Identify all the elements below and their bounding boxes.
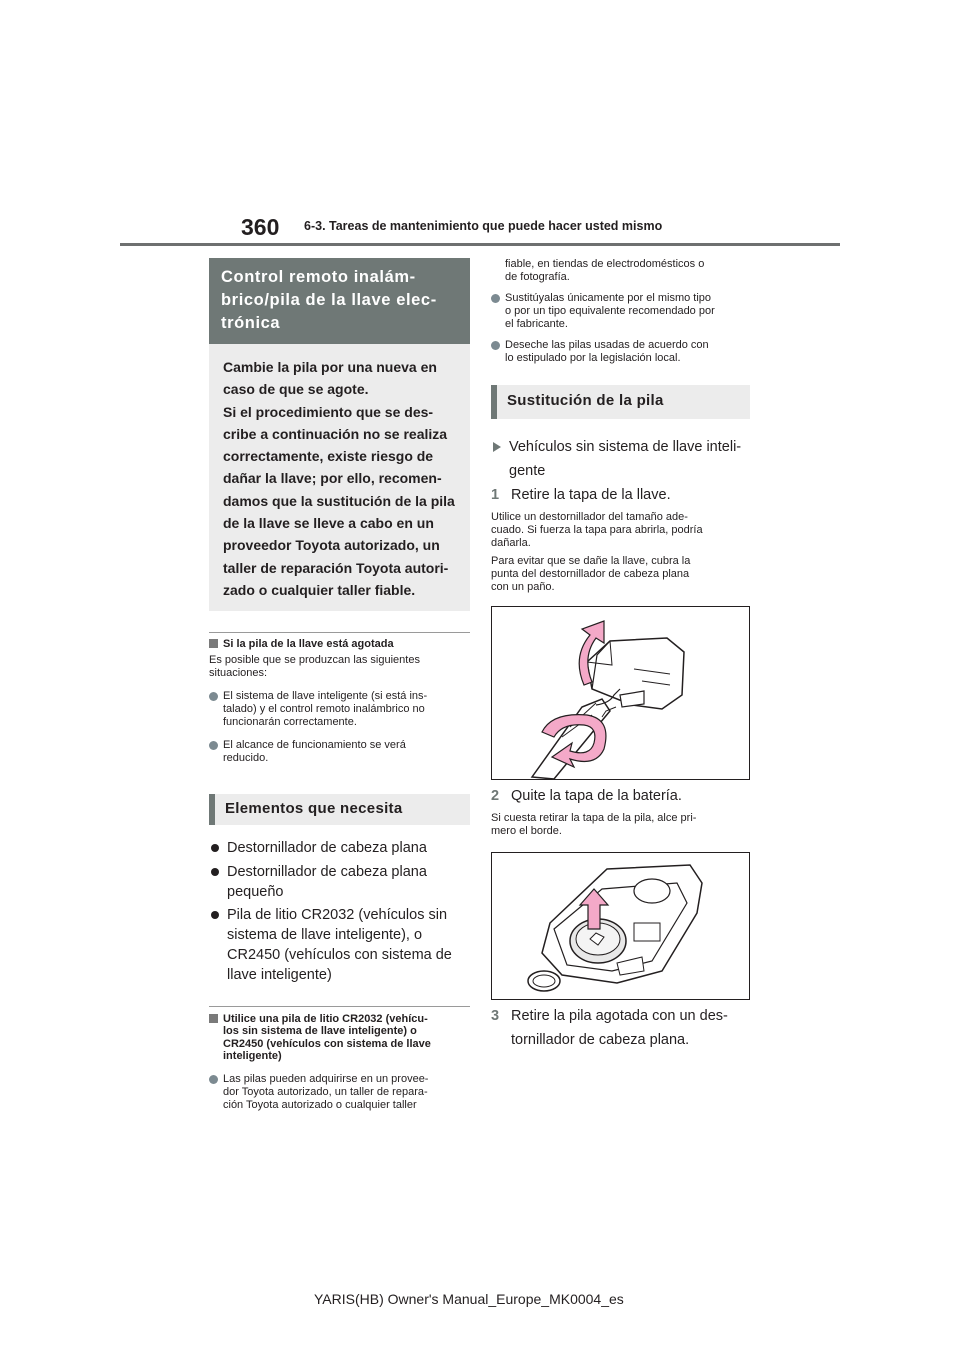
replace-heading: Sustitución de la pila: [491, 385, 750, 419]
intro-line: cribe a continuación no se realiza: [223, 425, 448, 442]
intro-line: caso de que se agote.: [223, 381, 369, 398]
bullet-line: el fabricante.: [505, 318, 568, 330]
step-number: 1: [491, 487, 500, 503]
step-1: [491, 485, 750, 506]
bullet-line: El sistema de llave inteligente (si está ins-: [223, 689, 428, 702]
note-heading-line: CR2450 (vehículos con sistema de llave: [223, 1037, 431, 1050]
bullet-line: Las pilas pueden adquirirse en un provee-: [223, 1072, 429, 1085]
note-text: [209, 654, 470, 680]
step-paragraph: [491, 555, 750, 594]
intro-line: taller de reparación Toyota autori-: [223, 559, 449, 576]
note-bullet: [491, 339, 750, 365]
step-paragraph: [491, 812, 750, 838]
vehicle-type: [491, 437, 750, 482]
item-line: Pila de litio CR2032 (vehículos sin: [227, 906, 448, 923]
note-text-line: situaciones:: [209, 666, 268, 679]
chapter-title-line: brico/pila de la llave elec-: [221, 291, 437, 309]
note-heading-text: Si la pila de la llave está agotada: [223, 638, 394, 651]
item-line: Destornillador de cabeza plana: [227, 863, 427, 880]
intro-line: Si el procedimiento que se des-: [223, 403, 434, 420]
key-cover-screwdriver-illustration: [492, 607, 749, 779]
note-heading: [209, 1013, 470, 1063]
continued-line: de fotografía.: [505, 271, 570, 283]
continued-line: fiable, en tiendas de electrodomésticos o: [505, 258, 705, 270]
bullet-dot-icon: [491, 294, 500, 303]
step-text-line: Utilice un destornillador del tamaño ade-: [491, 511, 688, 523]
step-title: tornillador de cabeza plana.: [511, 1032, 690, 1048]
intro-line: zado o cualquier taller fiable.: [223, 581, 416, 598]
step-number: 3: [491, 1008, 500, 1024]
step-title: Retire la tapa de la llave.: [511, 487, 671, 503]
step-text-line: cuado. Si fuerza la tapa para abrirla, podría: [491, 524, 703, 536]
bullet-line: o por un tipo equivalente recomendado por: [505, 305, 715, 317]
step-text-line: con un paño.: [491, 581, 555, 593]
note-bullet: [209, 739, 470, 765]
battery-cover-illustration: [492, 853, 749, 999]
bullet-line: El alcance de funcionamiento se verá: [223, 738, 406, 751]
chapter-title-box: [209, 258, 470, 344]
step-title: Quite la tapa de la batería.: [511, 788, 682, 804]
step-text-line: mero el borde.: [491, 825, 562, 837]
note-heading-line: inteligente): [223, 1050, 282, 1063]
figure-battery-cover: [491, 852, 750, 1000]
bullet-dot-icon: [211, 844, 219, 852]
bullet-line: talado) y el control remoto inalámbrico no: [223, 702, 425, 715]
step-3: [491, 1006, 750, 1051]
right-column: [491, 258, 750, 1051]
bullet-line: dor Toyota autorizado, un taller de repara-: [223, 1085, 428, 1098]
note-divider: [209, 632, 470, 633]
bullet-dot-icon: [211, 868, 219, 876]
item-line: llave inteligente): [227, 966, 332, 983]
note-heading-line: los sin sistema de llave inteligente) o: [223, 1025, 417, 1038]
step-text-line: Para evitar que se dañe la llave, cubra la: [491, 555, 691, 567]
page-number: 360: [241, 214, 280, 240]
note-bullet: [491, 292, 750, 331]
note-heading-line: Utilice una pila de litio CR2032 (vehícu-: [223, 1012, 428, 1025]
intro-line: dañar la llave; por ello, recomen-: [223, 470, 442, 487]
vehicle-type-line: Vehículos sin sistema de llave inteli-: [509, 439, 742, 455]
chapter-title-line: trónica: [221, 314, 281, 332]
header-divider: [120, 243, 840, 246]
intro-line: Cambie la pila por una nueva en: [223, 359, 437, 375]
triangle-bullet-icon: [493, 442, 501, 452]
bullet-dot-icon: [209, 692, 218, 701]
note-bullet: [209, 1073, 470, 1112]
bullet-line: lo estipulado por la legislación local.: [505, 352, 681, 364]
vehicle-type-line: gente: [509, 463, 546, 479]
step-text-line: dañarla.: [491, 537, 531, 549]
items-heading: Elementos que necesita: [209, 794, 470, 825]
item-line: pequeño: [227, 883, 284, 900]
step-title: Retire la pila agotada con un des-: [511, 1008, 728, 1024]
item-bullet: [209, 838, 470, 858]
item-line: CR2450 (vehículos con sistema de: [227, 946, 452, 963]
figure-remove-key-cover: [491, 606, 750, 780]
item-bullet: [209, 905, 470, 985]
item-bullet: [209, 862, 470, 902]
note-text-line: Es posible que se produzcan las siguientes: [209, 653, 420, 666]
note-divider: [209, 1006, 470, 1007]
step-number: 2: [491, 788, 500, 804]
bullet-line: ción Toyota autorizado o cualquier taller: [223, 1098, 417, 1111]
bullet-line: reducido.: [223, 751, 269, 764]
square-bullet-icon: [209, 1014, 218, 1023]
item-line: Destornillador de cabeza plana: [227, 839, 427, 856]
chapter-title-line: Control remoto inalám-: [221, 268, 416, 286]
intro-line: correctamente, existe riesgo de: [223, 448, 434, 465]
note-bullet: [209, 690, 470, 729]
step-paragraph: [491, 511, 750, 550]
item-line: sistema de llave inteligente), o: [227, 926, 423, 943]
bullet-line: Sustitúyalas únicamente por el mismo tipo: [505, 292, 712, 304]
step-text-line: Si cuesta retirar la tapa de la pila, alce pri-: [491, 812, 697, 824]
intro-line: de la llave se lleve a cabo en un: [223, 515, 434, 532]
bullet-dot-icon: [491, 341, 500, 350]
left-column: [209, 258, 470, 1112]
footer-text: YARIS(HB) Owner's Manual_Europe_MK0004_es: [314, 1291, 624, 1307]
step-text-line: punta del destornillador de cabeza plana: [491, 568, 690, 580]
intro-box: [209, 344, 470, 611]
intro-line: damos que la sustitución de la pila: [223, 492, 455, 509]
bullet-line: Deseche las pilas usadas de acuerdo con: [505, 339, 709, 351]
bullet-dot-icon: [211, 911, 219, 919]
bullet-dot-icon: [209, 1075, 218, 1084]
step-2: [491, 786, 750, 807]
intro-line: proveedor Toyota autorizado, un: [223, 537, 440, 554]
section-title: 6-3. Tareas de mantenimiento que puede hacer usted mismo: [304, 219, 663, 233]
continued-text: [491, 258, 750, 284]
note-heading: [209, 638, 470, 651]
bullet-line: funcionarán correctamente.: [223, 715, 357, 728]
bullet-dot-icon: [209, 741, 218, 750]
square-bullet-icon: [209, 639, 218, 648]
